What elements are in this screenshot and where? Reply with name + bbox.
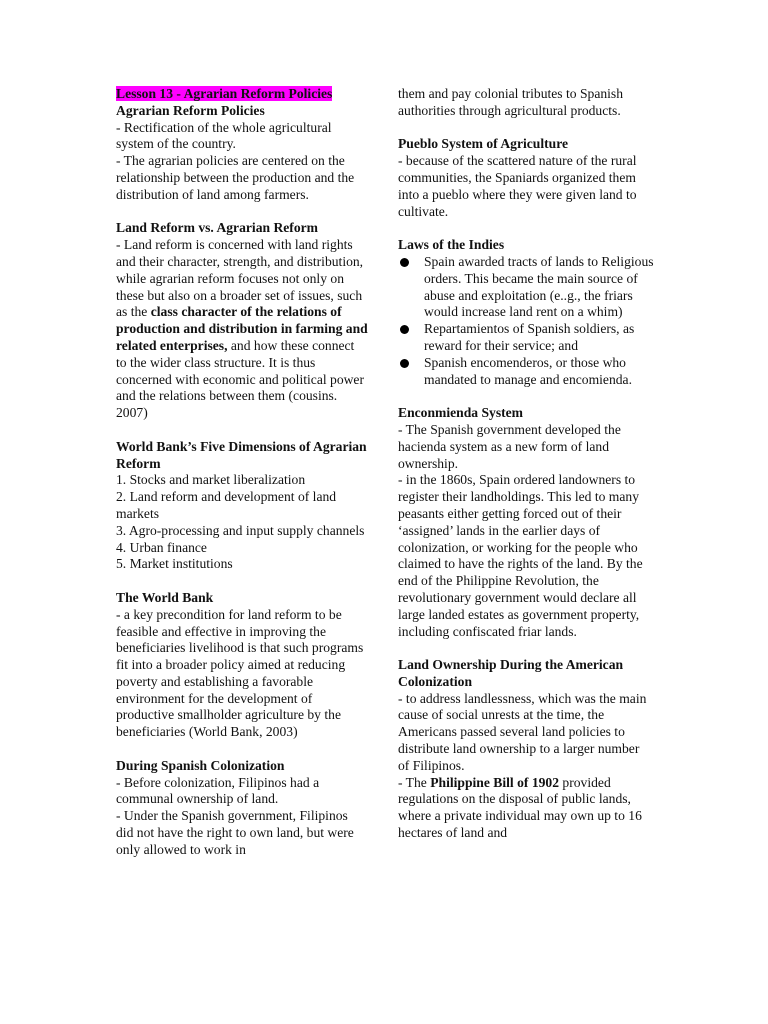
list-item: 2. Land reform and development of land markets xyxy=(116,489,337,521)
bold-text: class character of the relations of production and distribution in farming and related enterprises, xyxy=(116,304,368,353)
paragraph: - a key precondition for land reform to be feasible and effective in improving the beneficiaries livelihood is that such programs fit into a broader policy aimed at reducing poverty and establishing a favorable environment for the development of productive smallholder agriculture by the beneficiaries (World Bank, 2003) xyxy=(116,606,364,740)
paragraph: - because of the scattered nature of the rural communities, the Spaniards organized them into a pueblo where they were given land to cultivate. xyxy=(398,153,637,219)
paragraph-text: provided regulations on the disposal of public lands, where a private individual may own up to 16 hectares of land and xyxy=(398,774,642,841)
section-land-reform-vs-agrarian-reform xyxy=(116,220,368,422)
paragraph: - Rectification of the whole agricultural system of the country. xyxy=(116,119,332,152)
paragraph xyxy=(398,775,654,842)
left-column xyxy=(116,86,368,875)
paragraph: them and pay colonial tributes to Spanish authorities through agricultural products. xyxy=(398,86,624,118)
right-column xyxy=(398,86,654,859)
paragraph-text: - The xyxy=(398,774,431,790)
bullet-text: Spain awarded tracts of lands to Religious orders. This became the main source of abuse and exploitation (e..g., the friars would increase land rent on a whim) xyxy=(424,253,654,320)
bullet-item xyxy=(398,254,654,321)
section-spanish-colonization xyxy=(116,758,368,859)
list-item: 1. Stocks and market liberalization xyxy=(116,472,306,488)
section-heading: World Bank’s Five Dimensions of Agrarian Reform xyxy=(116,438,367,471)
section-laws-of-the-indies xyxy=(398,237,654,388)
section-heading: The World Bank xyxy=(116,589,214,605)
section-world-bank xyxy=(116,590,368,741)
section-heading: Agrarian Reform Policies xyxy=(116,102,265,118)
paragraph: - The agrarian policies are centered on the relationship between the production and the distribution of land among farmers. xyxy=(116,153,355,202)
section-heading: Enconmienda System xyxy=(398,405,523,421)
list-item: 5. Market institutions xyxy=(116,556,233,572)
section-five-dimensions xyxy=(116,439,368,573)
section-heading: Laws of the Indies xyxy=(398,237,505,253)
continued-paragraph xyxy=(398,86,654,120)
bullet-icon xyxy=(400,359,409,368)
section-heading: Pueblo System of Agriculture xyxy=(398,136,569,152)
paragraph: - Under the Spanish government, Filipinos did not have the right to own land, but were only allowed to work in xyxy=(116,808,354,857)
bullet-item xyxy=(398,321,654,355)
bullet-icon xyxy=(400,258,409,267)
lesson-title-line xyxy=(116,86,368,103)
bullet-item xyxy=(398,355,654,389)
paragraph: - to address landlessness, which was the main cause of social unrests at the time, the Americans passed several land policies to distribute land ownership to a larger number of Filipinos. xyxy=(398,690,647,773)
paragraph: - in the 1860s, Spain ordered landowners to register their landholdings. This led to many peasants either getting forced out of their ‘assigned’ lands in the earlier days of colonization, or working for the people who claimed to have the rights of the land. By the end of the Philippine Revolution, the revolutionary government would declare all large landed estates as government property, including confiscated friar lands. xyxy=(398,472,643,639)
section-heading: Land Reform vs. Agrarian Reform xyxy=(116,220,318,236)
paragraph-text: and how these connect to the wider class structure. It is thus concerned with economic and political power and the relations between them (cousins. 2007) xyxy=(116,337,364,421)
list-item: 4. Urban finance xyxy=(116,539,207,555)
section-heading: During Spanish Colonization xyxy=(116,757,285,773)
section-american-colonization xyxy=(398,657,654,842)
section-encomienda-system xyxy=(398,405,654,640)
bullet-list xyxy=(398,254,654,388)
bullet-text: Spanish encomenderos, or those who mandated to manage and encomienda. xyxy=(424,354,632,387)
bullet-icon xyxy=(400,325,409,334)
paragraph xyxy=(116,237,368,422)
list-item: 3. Agro-processing and input supply channels xyxy=(116,522,365,538)
bold-text: Philippine Bill of 1902 xyxy=(430,774,560,790)
section-agrarian-reform-policies xyxy=(116,86,368,204)
paragraph: - Before colonization, Filipinos had a communal ownership of land. xyxy=(116,774,320,807)
bullet-text: Repartamientos of Spanish soldiers, as reward for their service; and xyxy=(424,321,635,353)
paragraph: - The Spanish government developed the hacienda system as a new form of land ownership. xyxy=(398,421,621,471)
lesson-title: Lesson 13 - Agrarian Reform Policies xyxy=(116,86,333,101)
section-pueblo-system xyxy=(398,136,654,220)
section-heading: Land Ownership During the American Colonization xyxy=(398,657,624,689)
paragraph-text: - Land reform is concerned with land rights and their character, strength, and distribution, while agrarian reform focuses not only on these but also on a broader set of issues, such as the xyxy=(116,237,364,320)
